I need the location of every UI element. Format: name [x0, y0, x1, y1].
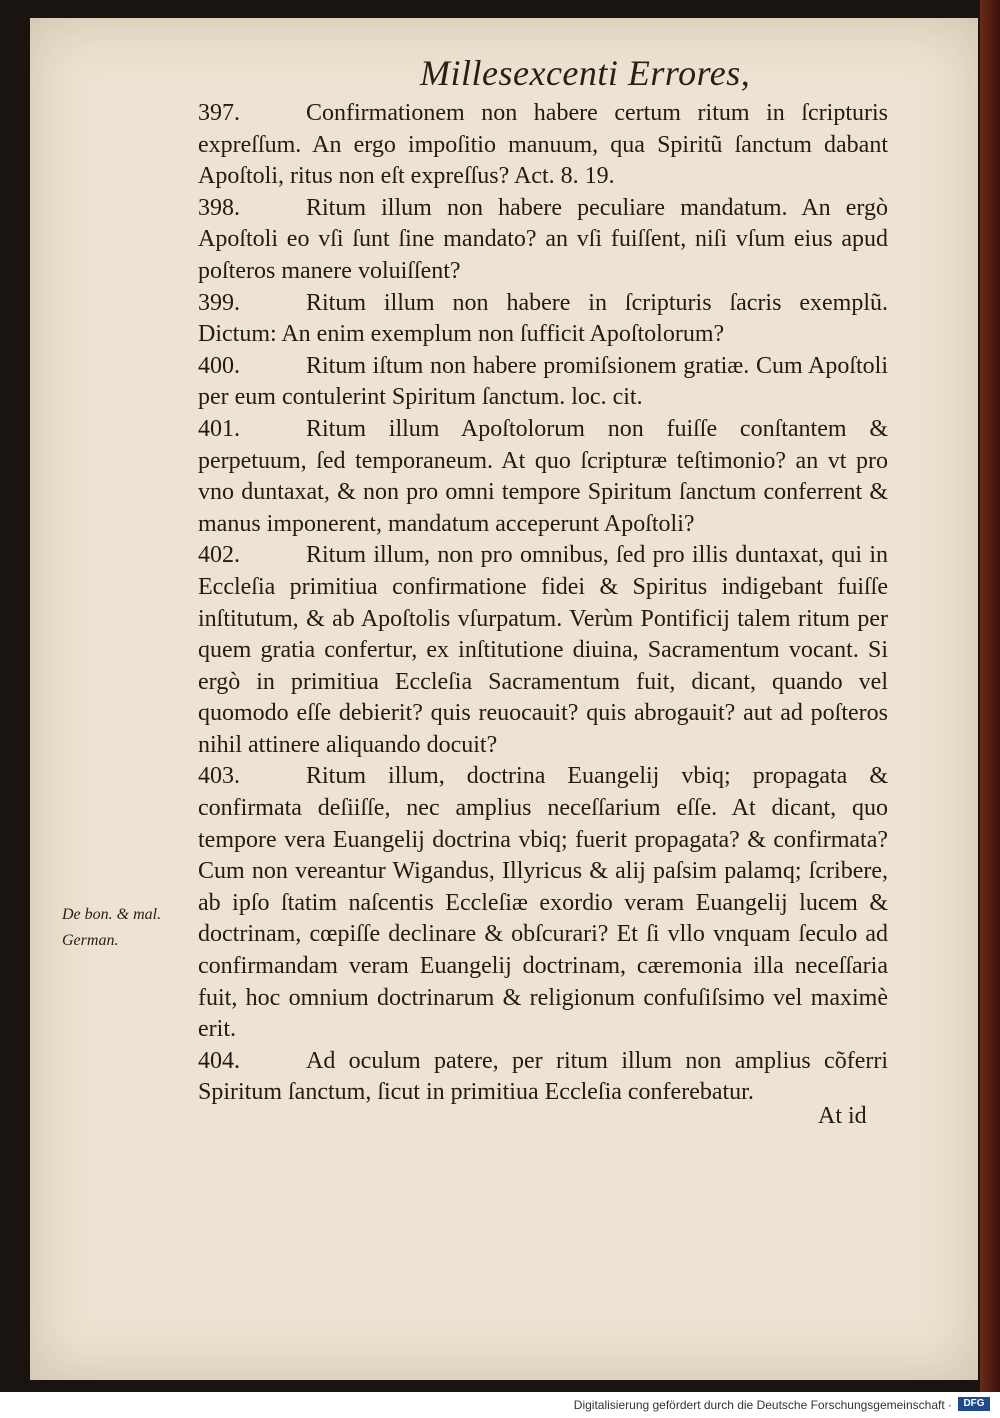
paragraph-number: 404. — [198, 1047, 240, 1074]
footer-bar — [0, 1392, 1000, 1418]
paragraph-text: Ritum illum non habere in ſcripturis ſacris exemplũ. Dictum: An enim exemplum non ſufficit Apoſtolorum? — [198, 289, 888, 348]
funding-credit: Digitalisierung gefördert durch die Deutsche Forschungsgemeinschaft · — [573, 1398, 952, 1412]
paragraph-number: 398. — [198, 194, 240, 221]
running-head: Millesexcenti Errores, — [420, 53, 751, 93]
paragraph-text: Ritum illum, non pro omnibus, ſed pro illis duntaxat, qui in Eccleſia primitiua confirmatione fidei & Spiritus indigebant fuiſſe inſtitutum, & ab Apoſtolis vſurpatum. Verùm Pontificij talem ritum per quem gratia confertur, ex inſtitutione diuina, Sacramentum vocant. Si ergò in primitiua Eccleſia Sacramentum fuit, dicant, quando vel quomodo eſſe debierit? quis reuocauit? quis abrogauit? aut ad poſteros nihil attinere aliquando docuit? — [198, 542, 888, 758]
paragraph-text: Ritum illum, doctrina Euangelij vbiq; propagata & confirmata deſiiſſe, nec amplius neceſſarium eſſe. At dicant, quo tempore vera Euangelij doctrina vbiq; fuerit propagata? & confirmata? Cum non vereantur Wigandus, Illyricus & alij paſsim palamq; ſcribere, ab ipſo ſtatim naſcentis Eccleſiæ exordio veram Euangelij lucem & doctrinam, cœpiſſe declinare & obſcurari? Et ſi vllo vnquam ſeculo ad confirmandam veram Euangelij doctrinam, cæremonia illa neceſſaria fuit, hoc omnium doctrinarum & religionum confuſiſsimo vel maximè erit. — [198, 763, 888, 1043]
catchword: At id — [818, 1103, 867, 1129]
dfg-logo: DFG — [958, 1397, 990, 1411]
paragraph-number: 402. — [198, 542, 240, 569]
paragraph-number: 399. — [198, 289, 240, 316]
paragraph-text: Confirmationem non habere certum ritum in ſcripturis expreſſum. An ergo impoſitio manuum, qua Spiritũ ſanctum dabant Apoſtoli, ritus non eſt expreſſus? Act. 8. 19. — [198, 100, 888, 190]
paragraph-402 — [198, 540, 888, 761]
marginal-note — [62, 902, 202, 954]
paragraph-number: 401. — [198, 415, 240, 442]
paragraph-403 — [198, 761, 888, 1045]
paragraph-text: Ritum illum Apoſtolorum non fuiſſe conſtantem & perpetuum, ſed temporaneum. At quo ſcripturæ teſtimonio? an vt pro vno duntaxat, & non pro omni tempore Spiritum ſanctum conferrent & manus imponerent, mandatum acceperunt Apoſtoli? — [198, 415, 888, 537]
paragraph-text: Ritum illum non habere peculiare mandatum. An ergò Apoſtoli eo vſi ſunt ſine mandato? an vſi fuiſſent, niſi vſum eius apud poſteros manere voluiſſent? — [198, 194, 888, 284]
paragraph-400 — [198, 351, 888, 414]
paragraph-398 — [198, 193, 888, 288]
paragraph-text: Ad oculum patere, per ritum illum non amplius cõferri Spiritum ſanctum, ſicut in primitiua Eccleſia conferebatur. — [198, 1047, 888, 1106]
book-edge — [980, 0, 1000, 1392]
paragraph-number: 403. — [198, 763, 240, 790]
paragraph-404 — [198, 1046, 888, 1109]
paragraph-397 — [198, 98, 888, 193]
paragraph-number: 400. — [198, 352, 240, 379]
paragraph-text: Ritum iſtum non habere promiſsionem gratiæ. Cum Apoſtoli per eum contulerint Spiritum ſanctum. loc. cit. — [198, 352, 888, 411]
paragraph-401 — [198, 414, 888, 540]
body-text — [198, 98, 888, 1109]
paragraph-number: 397. — [198, 100, 240, 126]
marginal-note-line: German. — [62, 932, 119, 949]
paragraph-399 — [198, 288, 888, 351]
marginal-note-line: De bon. & mal. — [62, 906, 162, 923]
